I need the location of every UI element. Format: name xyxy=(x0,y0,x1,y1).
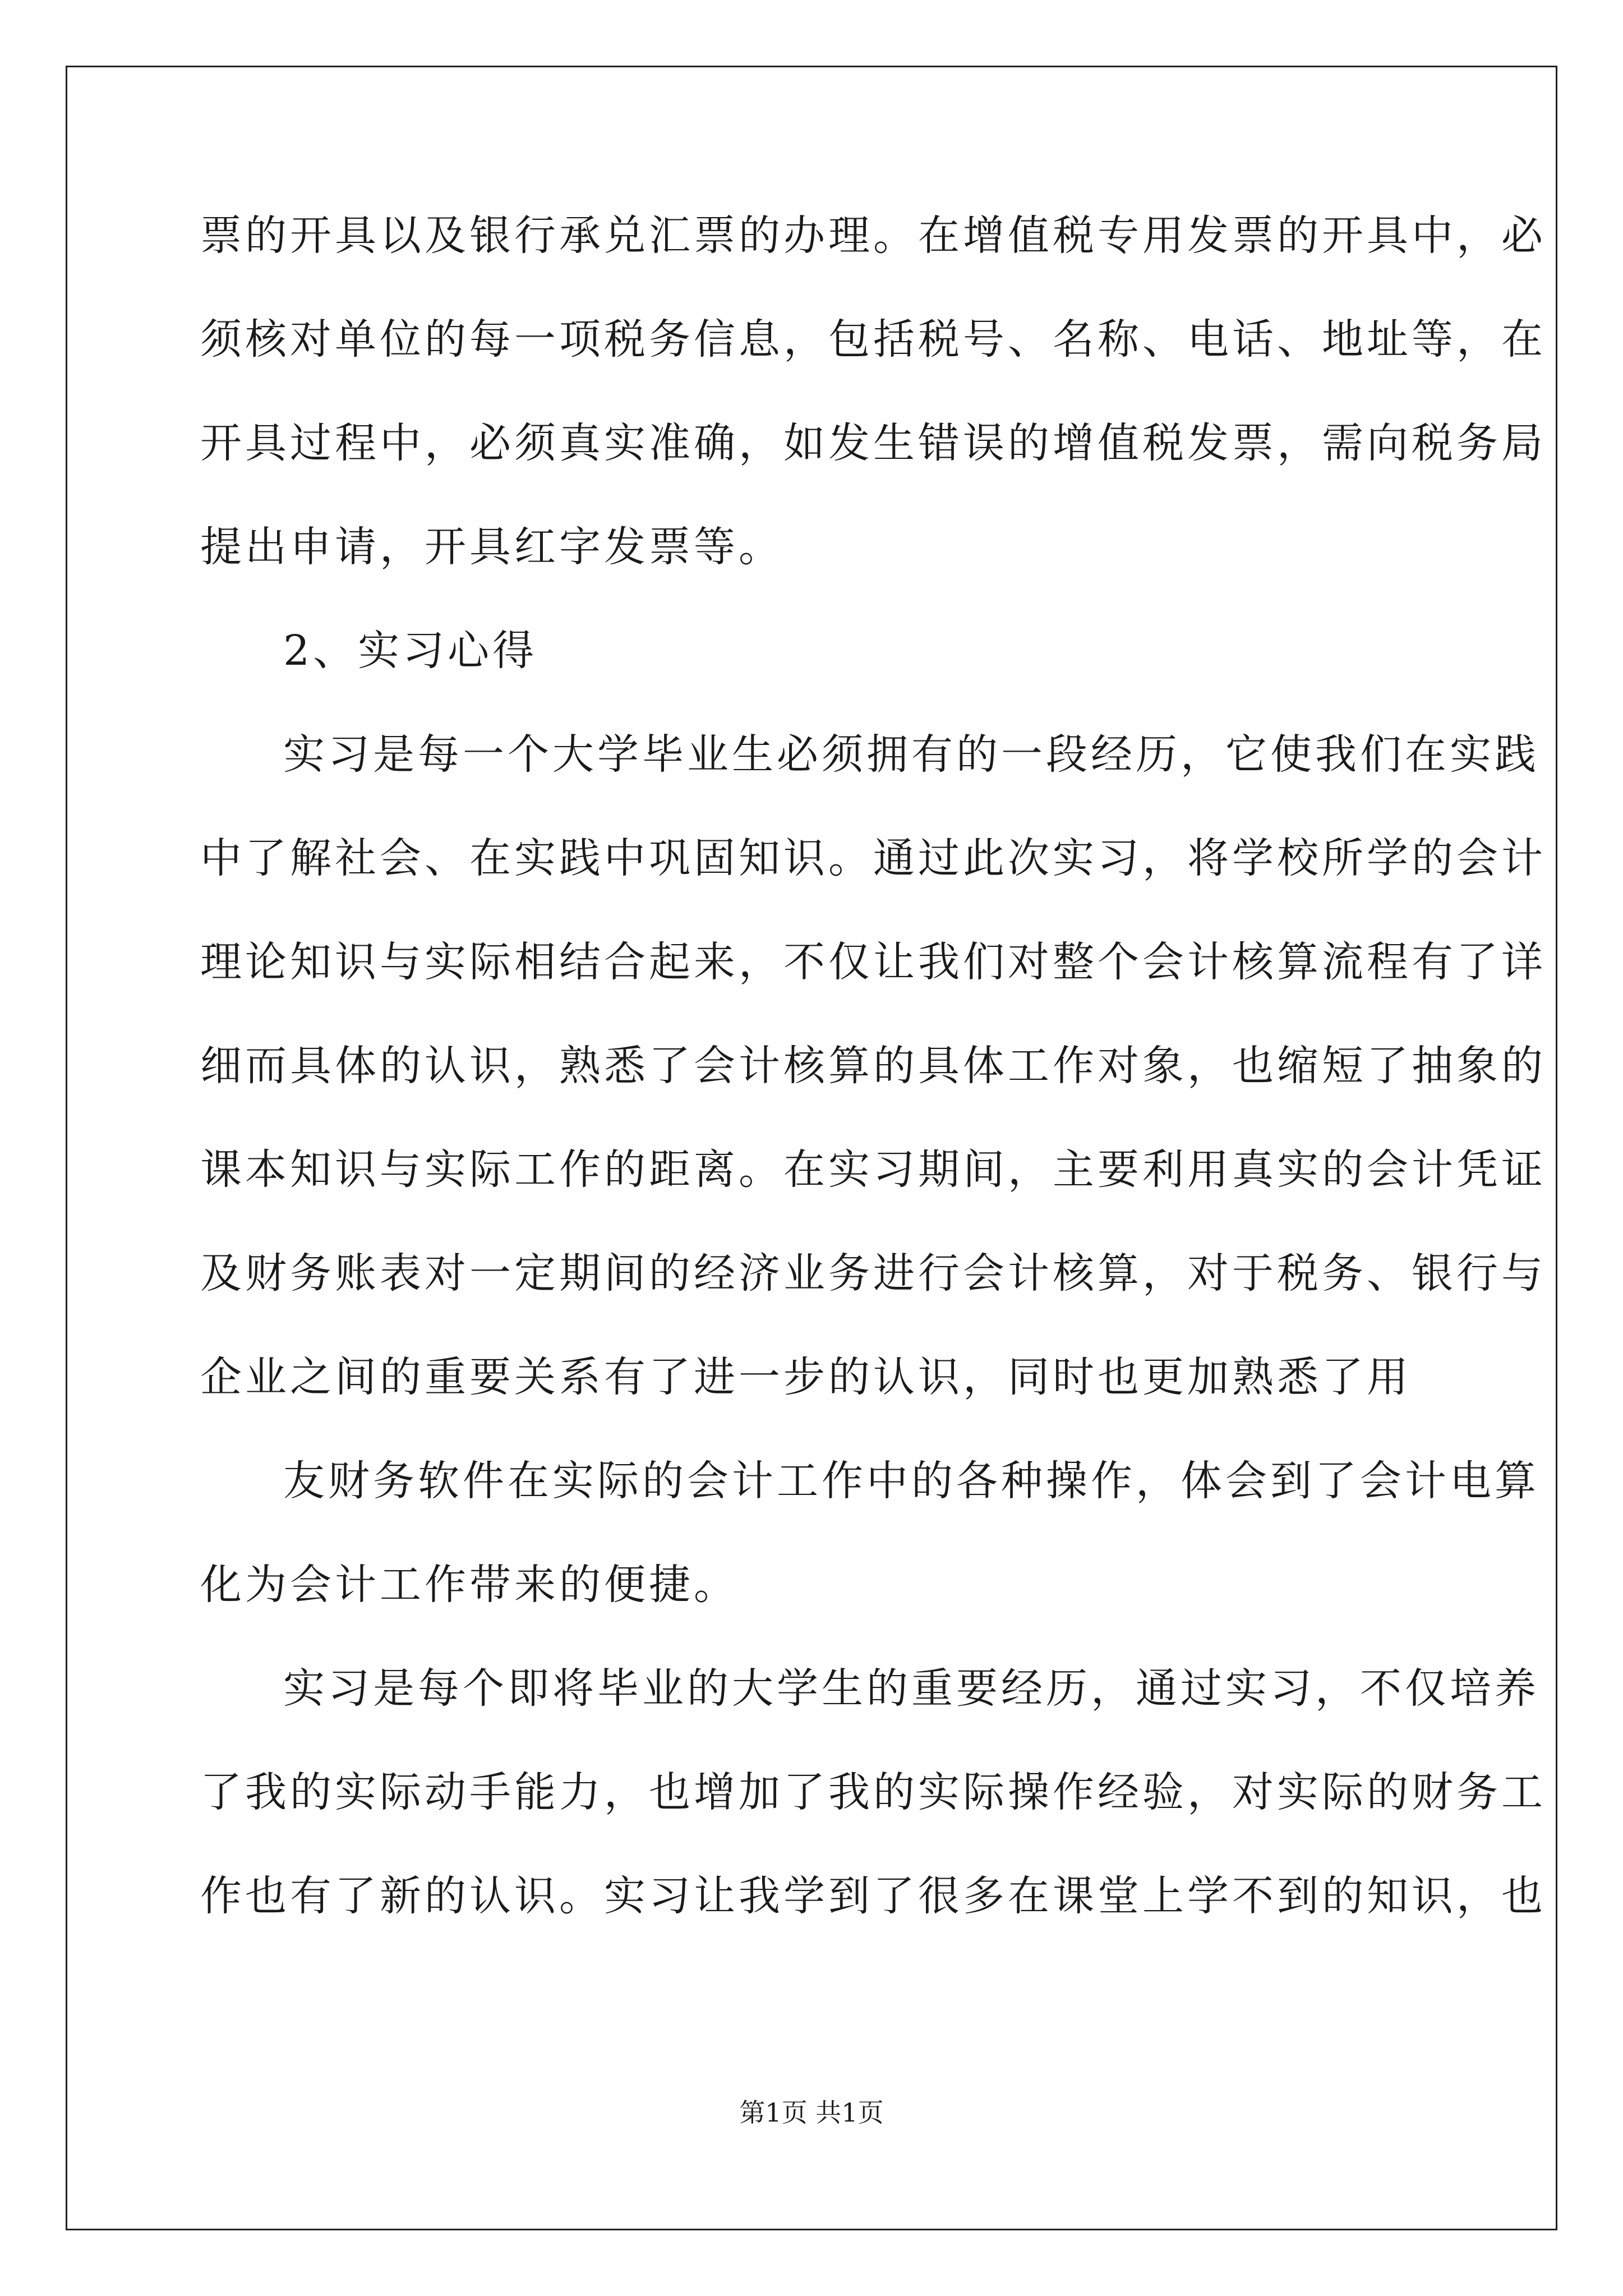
text-line: 开具过程中，必须真实准确，如发生错误的增值税发票，需向税务局 xyxy=(200,419,1546,467)
text-line: 理论知识与实际相结合起来，不仅让我们对整个会计核算流程有了详 xyxy=(200,938,1546,986)
text-line: 中了解社会、在实践中巩固知识。通过此次实习，将学校所学的会计 xyxy=(200,834,1546,882)
paragraph-start: 实习是每一个大学毕业生必须拥有的一段经历，它使我们在实践 xyxy=(283,730,1539,779)
paragraph-start: 友财务软件在实际的会计工作中的各种操作，体会到了会计电算 xyxy=(283,1457,1539,1505)
text-line: 细而具体的认识，熟悉了会计核算的具体工作对象，也缩短了抽象的 xyxy=(200,1042,1546,1090)
text-line: 课本知识与实际工作的距离。在实习期间，主要利用真实的会计凭证 xyxy=(200,1145,1546,1194)
paragraph-start: 实习是每个即将毕业的大学生的重要经历，通过实习，不仅培养 xyxy=(283,1664,1539,1713)
text-line: 化为会计工作带来的便捷。 xyxy=(200,1561,739,1609)
text-line: 票的开具以及银行承兑汇票的办理。在增值税专用发票的开具中，必 xyxy=(200,211,1546,260)
text-line: 须核对单位的每一项税务信息，包括税号、名称、电话、地址等，在 xyxy=(200,315,1546,364)
text-line: 及财务账表对一定期间的经济业务进行会计核算，对于税务、银行与 xyxy=(200,1249,1546,1297)
text-line: 企业之间的重要关系有了进一步的认识，同时也更加熟悉了用 xyxy=(200,1353,1412,1401)
text-line: 作也有了新的认识。实习让我学到了很多在课堂上学不到的知识，也 xyxy=(200,1872,1546,1920)
section-heading: 2、实习心得 xyxy=(283,627,538,675)
page-number-footer: 第1页 共1页 xyxy=(739,2097,884,2128)
text-line: 提出申请，开具红字发票等。 xyxy=(200,523,783,571)
text-line: 了我的实际动手能力，也增加了我的实际操作经验，对实际的财务工 xyxy=(200,1768,1546,1816)
document-body xyxy=(200,211,1546,1977)
